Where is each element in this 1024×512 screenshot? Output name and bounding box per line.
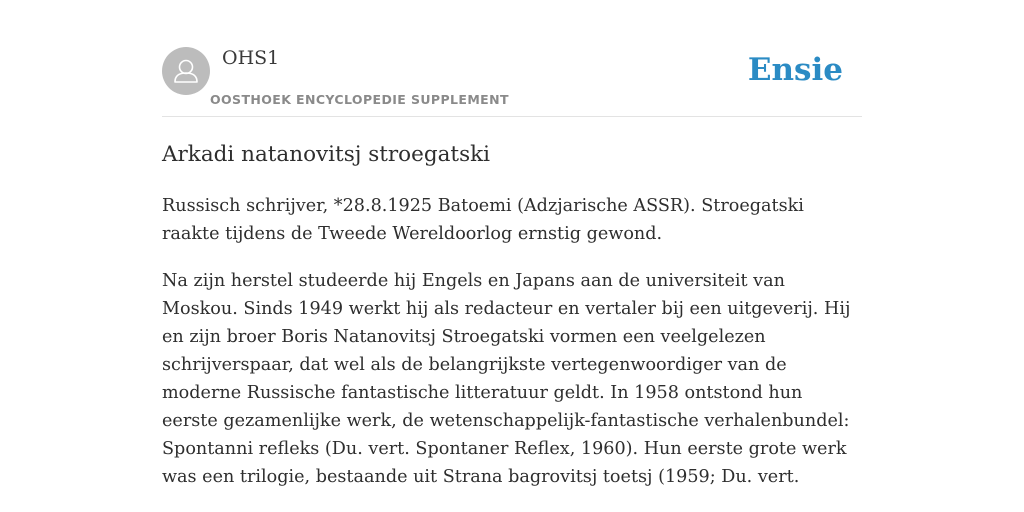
user-silhouette-icon xyxy=(162,47,210,95)
avatar[interactable] xyxy=(162,47,210,95)
article-body xyxy=(162,192,862,510)
article-title: Arkadi natanovitsj stroegatski xyxy=(162,142,491,167)
article-paragraph: Russisch schrijver, *28.8.1925 Batoemi (Adzjarische ASSR). Stroegatski raakte tijdens de Tweede Wereldoorlog ernstig gewond. xyxy=(162,196,804,244)
brand-logo[interactable]: Ensie xyxy=(747,52,843,88)
author-name[interactable]: OHS1 xyxy=(222,47,280,69)
article-paragraph: Na zijn herstel studeerde hij Engels en Japans aan de universiteit van Moskou. Sinds 1949 werkt hij als redacteur en vertaler bij een uitgeverij. Hij en zijn broer Boris Natanovitsj Stroegatski vormen een veelgelezen schrijverspaar, dat wel als de belangrijkste vertegenwoordiger van de moderne Russische fantastische litteratuur geldt. In 1958 ontstond hun eerste gezamenlijke werk, de wetenschappelijk-fantastische verhalenbundel: Spontanni refleks (Du. vert. Spontaner Reflex, 1960). Hun eerste grote werk was een trilogie, bestaande uit Strana bagrovitsj toetsj (1959; Du. vert. xyxy=(162,271,851,487)
source-label[interactable]: OOSTHOEK ENCYCLOPEDIE SUPPLEMENT xyxy=(210,92,509,107)
header xyxy=(162,46,862,117)
